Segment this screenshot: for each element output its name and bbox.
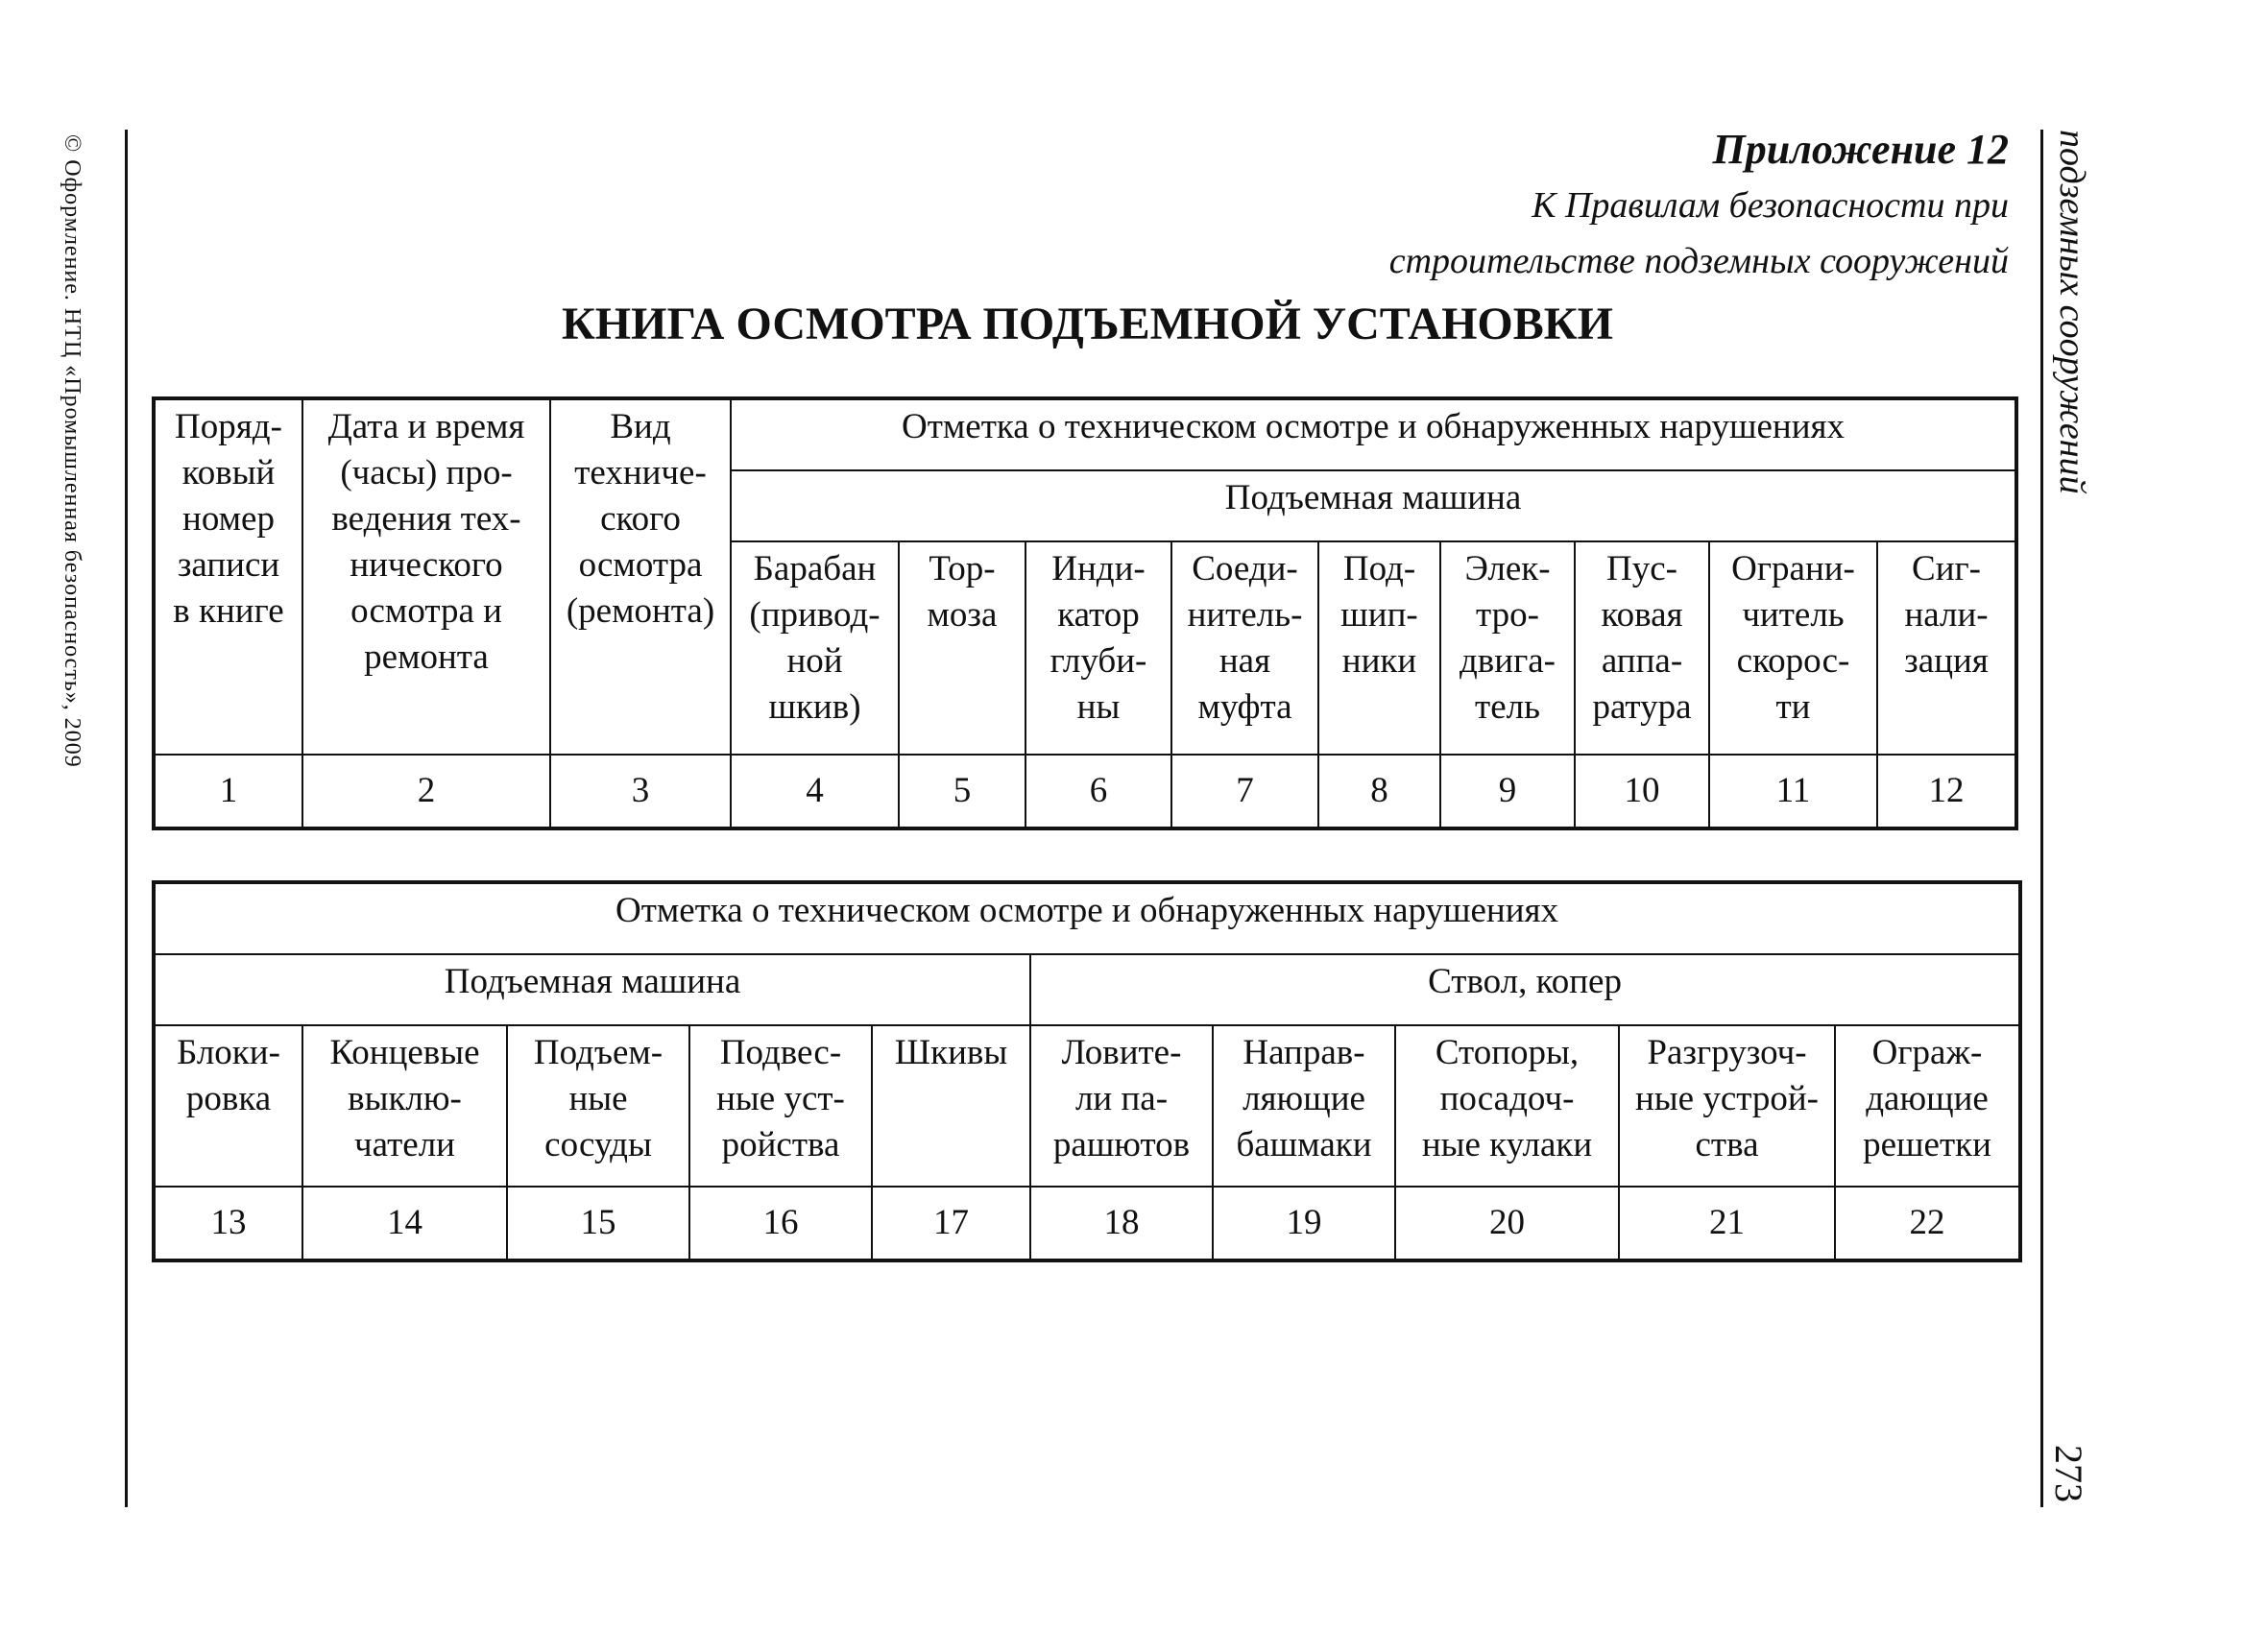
header-sheaves: Шкивы	[872, 1025, 1030, 1187]
header-brakes: Тор- моза	[899, 541, 1025, 755]
inspection-table-part1	[152, 396, 2018, 830]
header-electric-motor: Элек- тро- двига- тель	[1440, 541, 1575, 755]
header-interlock: Блоки- ровка	[154, 1025, 302, 1187]
header-safety-catches: Ловите- ли па- рашютов	[1030, 1025, 1213, 1187]
header-signaling: Сиг- нали- зация	[1877, 541, 2016, 755]
column-number: 11	[1709, 755, 1877, 828]
page-number: 273	[2047, 1445, 2090, 1502]
header-stoppers-keps: Стопоры, посадоч- ные кулаки	[1395, 1025, 1619, 1187]
column-number: 14	[302, 1187, 507, 1260]
header-hoist-machine: Подъемная машина	[154, 954, 1030, 1025]
column-number: 18	[1030, 1187, 1213, 1260]
column-number: 5	[899, 755, 1025, 828]
header-record-number: Поряд- ковый номер записи в книге	[154, 398, 302, 755]
column-number: 10	[1575, 755, 1709, 828]
header-hoisting-vessels: Подъем- ные сосуды	[507, 1025, 689, 1187]
header-unloading-devices: Разгрузоч- ные устрой- ства	[1619, 1025, 1835, 1187]
header-drum: Барабан (привод- ной шкив)	[731, 541, 899, 755]
header-hoist-machine: Подъемная машина	[731, 470, 2016, 541]
header-inspection-type: Вид техниче- ского осмотра (ремонта)	[550, 398, 731, 755]
appendix-subtitle-line1: К Правилам безопасности при	[1532, 185, 2009, 226]
appendix-subtitle-line2: строительстве подземных сооружений	[1388, 241, 2009, 281]
header-speed-limiter: Ограни- читель скорос- ти	[1709, 541, 1877, 755]
header-bearings: Под- шип- ники	[1318, 541, 1440, 755]
column-number: 16	[689, 1187, 872, 1260]
header-shaft-headframe: Ствол, копер	[1030, 954, 2020, 1025]
appendix-label: Приложение 12	[1712, 126, 2009, 173]
header-inspection-mark: Отметка о техническом осмотре и обнаруженных нарушениях	[731, 398, 2016, 470]
column-number: 8	[1318, 755, 1440, 828]
column-number: 15	[507, 1187, 689, 1260]
header-inspection-mark: Отметка о техническом осмотре и обнаруженных нарушениях	[154, 882, 2020, 954]
right-margin-rule	[2040, 130, 2043, 1507]
copyright-margin-text: © Оформление. НТЦ «Промышленная безопасность», 2009	[60, 134, 84, 768]
column-number: 9	[1440, 755, 1575, 828]
header-guide-shoes: Направ- ляющие башмаки	[1213, 1025, 1395, 1187]
left-margin-rule	[125, 130, 128, 1507]
header-limit-switches: Концевые выклю- чатели	[302, 1025, 507, 1187]
header-guard-gates: Ограж- дающие решетки	[1835, 1025, 2020, 1187]
column-number: 4	[731, 755, 899, 828]
column-number: 21	[1619, 1187, 1835, 1260]
column-number: 3	[550, 755, 731, 828]
column-number: 19	[1213, 1187, 1395, 1260]
running-header-text: подземных сооружений	[2052, 130, 2092, 494]
header-depth-indicator: Инди- катор глуби- ны	[1025, 541, 1171, 755]
column-number: 12	[1877, 755, 2016, 828]
header-coupling: Соеди- нитель- ная муфта	[1171, 541, 1318, 755]
column-number: 7	[1171, 755, 1318, 828]
column-number: 22	[1835, 1187, 2020, 1260]
column-number: 13	[154, 1187, 302, 1260]
header-starting-equipment: Пус- ковая аппа- ратура	[1575, 541, 1709, 755]
header-suspension-devices: Подвес- ные уст- ройства	[689, 1025, 872, 1187]
document-title: КНИГА ОСМОТРА ПОДЪЕМНОЙ УСТАНОВКИ	[562, 299, 1613, 349]
header-date-time: Дата и время (часы) про- ведения тех- нического осмотра и ремонта	[302, 398, 550, 755]
inspection-table-part2	[152, 880, 2022, 1262]
column-number: 1	[154, 755, 302, 828]
column-number: 20	[1395, 1187, 1619, 1260]
column-number: 2	[302, 755, 550, 828]
column-number: 6	[1025, 755, 1171, 828]
column-number: 17	[872, 1187, 1030, 1260]
